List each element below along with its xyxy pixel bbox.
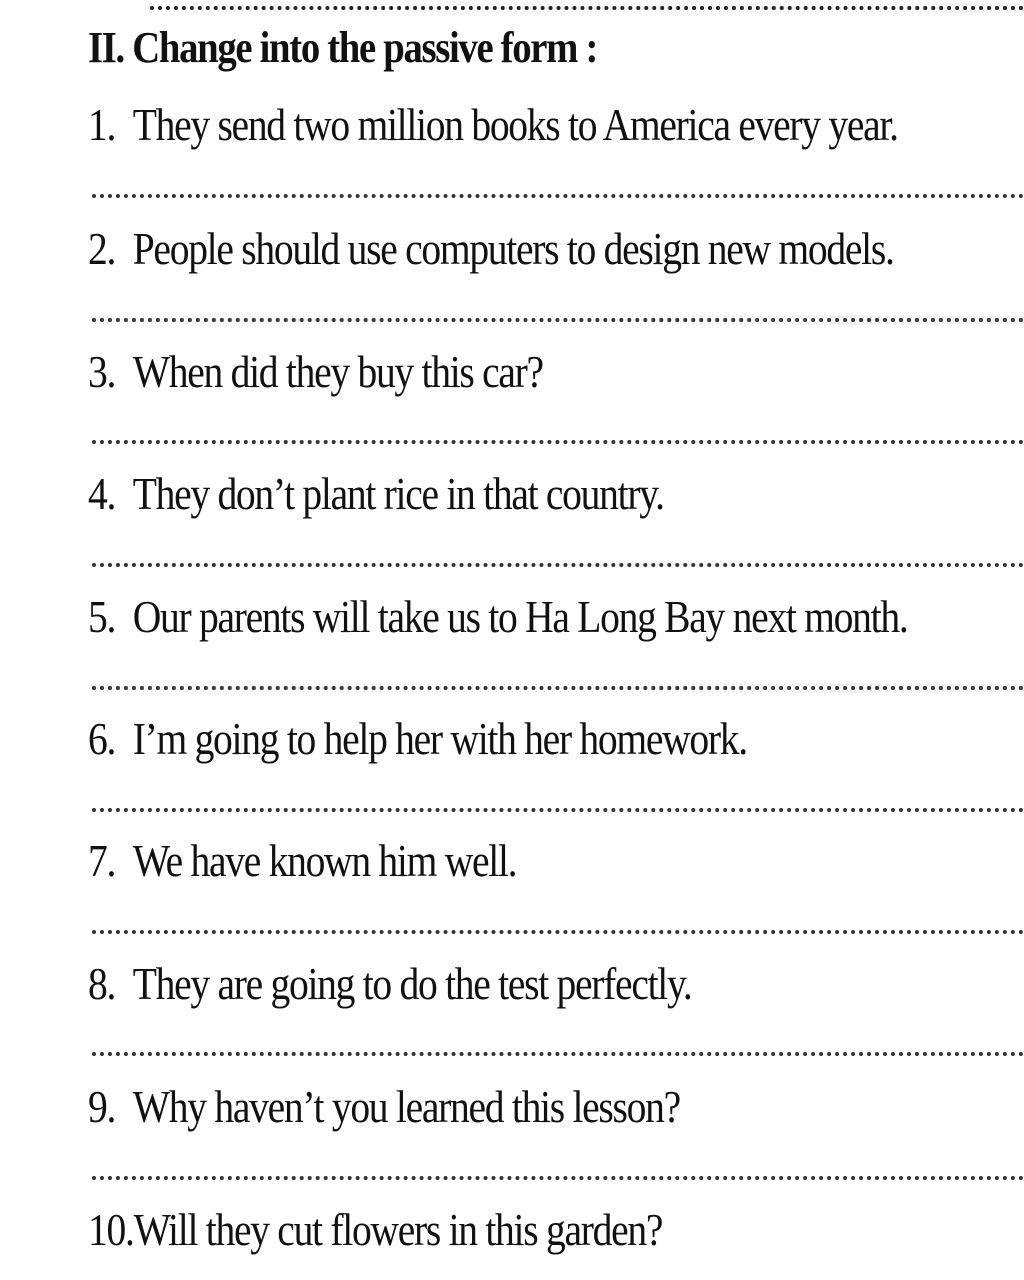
question-4 (88, 467, 664, 520)
question-text: People should use computers to design new models. (132, 223, 894, 274)
question-number: 8. (88, 958, 116, 1009)
question-7 (88, 834, 516, 887)
question-number: 7. (88, 835, 116, 886)
answer-line-6[interactable] (92, 808, 1024, 812)
question-2 (88, 222, 894, 275)
question-number: 2. (88, 223, 116, 274)
question-number: 1. (88, 99, 116, 150)
question-text: They don’t plant rice in that country. (132, 468, 664, 519)
question-text: When did they buy this car? (132, 346, 543, 397)
question-text: Why haven’t you learned this lesson? (132, 1081, 680, 1132)
question-8 (88, 957, 692, 1010)
question-text: I’m going to help her with her homework. (132, 713, 747, 764)
exercise-title: II. Change into the passive form : (88, 23, 598, 72)
answer-line-4[interactable] (92, 563, 1024, 567)
answer-line-8[interactable] (92, 1052, 1024, 1056)
answer-line-2[interactable] (92, 318, 1024, 322)
question-6 (88, 712, 747, 765)
answer-line-7[interactable] (92, 930, 1024, 934)
question-text: They send two million books to America every year. (132, 99, 898, 150)
question-number: 10. (88, 1204, 134, 1255)
top-dotted-line (150, 0, 1024, 10)
question-10 (88, 1203, 662, 1256)
question-text: Will they cut flowers in this garden? (133, 1204, 663, 1255)
question-text: We have known him well. (132, 835, 517, 886)
answer-line-5[interactable] (92, 686, 1024, 690)
question-3 (88, 345, 543, 398)
question-text: They are going to do the test perfectly. (132, 958, 692, 1009)
question-9 (88, 1080, 680, 1133)
question-number: 4. (88, 468, 116, 519)
question-5 (88, 590, 907, 643)
question-text: Our parents will take us to Ha Long Bay next month. (132, 591, 908, 642)
answer-line-1[interactable] (92, 194, 1024, 198)
answer-line-3[interactable] (92, 440, 1024, 444)
question-number: 3. (88, 346, 116, 397)
question-number: 5. (88, 591, 116, 642)
question-number: 9. (88, 1081, 116, 1132)
question-number: 6. (88, 713, 116, 764)
question-1 (88, 98, 898, 151)
answer-line-9[interactable] (92, 1176, 1024, 1180)
